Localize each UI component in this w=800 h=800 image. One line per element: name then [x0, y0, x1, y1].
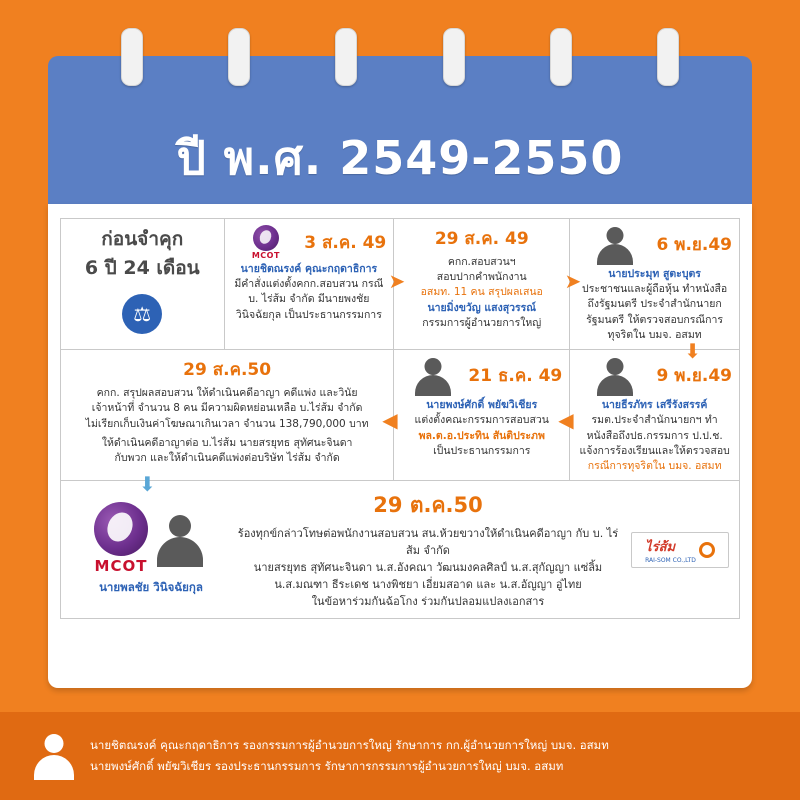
date-label: 29 ส.ค.50	[183, 360, 272, 381]
cell-line-2: สอบปากคำพนักงาน	[436, 271, 527, 284]
cell-line-2: นายสรยุทธ สุทัศนะจินดา น.ส.อังคณา วัฒนมงคลศิลป์ น.ส.สุกัญญา แซ่ลิ้ม	[253, 561, 603, 575]
cell-line-5: กรรมการผู้อำนวยการใหญ่	[422, 316, 542, 329]
cell-2007-10-29	[61, 481, 740, 619]
mcot-label: MCOT	[94, 557, 148, 576]
cell-line-3: อสมท. 11 คน สรุปผลเสนอ	[420, 286, 543, 299]
cell-line-1: แต่งตั้งคณะกรรมการสอบสวน	[414, 414, 549, 427]
calendar-sheet	[48, 204, 752, 688]
cell-line-2: พล.ต.อ.ประทิน สันติประภพ	[418, 429, 545, 442]
ring	[657, 28, 679, 86]
mcot-logo-icon	[94, 502, 148, 556]
arrow-right-icon: ➤	[564, 269, 582, 293]
jail-line-1: ก่อนจำคุก	[101, 228, 184, 250]
cell-2006-12-21	[382, 350, 570, 481]
date-label: 6 พ.ย.49	[656, 235, 732, 255]
mcot-logo-icon: MCOT	[243, 225, 289, 260]
person-name: นายประมุท สูตะบุตร	[608, 268, 701, 280]
cell-2006-11-09	[558, 350, 740, 481]
cell-line-5: กับพวก และให้ดำเนินคดีแพ่งต่อบริษัท ไร่ส้ม จำกัด	[114, 451, 340, 464]
raisom-logo-icon	[631, 532, 729, 568]
cell-line-2: เจ้าหน้าที่ จำนวน 8 คน มีความผิดหย่อนเหลือ บ.ไร่ส้ม จำกัด	[91, 402, 363, 415]
date-label: 29 ส.ค. 49	[434, 229, 529, 249]
arrow-down-icon: ⬇	[684, 339, 701, 364]
cell-body: มีคำสั่งแต่งตั้งคกก.สอบสวน กรณีบ. ไร่ส้ม จำกัด มีนายพงชัย วินิจฉัยกุล เป็นประธานกรรมการ	[234, 278, 384, 321]
footer-line-1: นายชิตณรงค์ คุณะกฤดาธิการ รองกรรมการผู้อำนวยการใหญ่ รักษาการ กก.ผู้อำนวยการใหญ่ บมจ. อสมท	[90, 738, 609, 753]
footer-line-2: นายพงษ์ศักดิ์ พยัฆวิเชียร รองประธานกรรมการ รักษาการกรรมการผู้อำนวยการใหญ่ บมจ. อสมท	[90, 759, 564, 773]
date-label: 9 พ.ย.49	[656, 366, 732, 387]
cell-line-3: เป็นประธานกรรมการ	[433, 444, 531, 457]
calendar-rings	[48, 28, 752, 84]
arrow-right-icon: ➤	[388, 269, 406, 293]
cell-highlight: กรณีการทุจริตใน บมจ. อสมท	[587, 459, 722, 472]
cell-line-1: คกก.สอบสวนฯ	[447, 256, 516, 268]
cell-2006-08-29	[394, 219, 582, 350]
bottom-left-logos	[71, 502, 231, 597]
ring	[121, 28, 143, 86]
cell-2006-08-03	[224, 219, 406, 350]
cell-line-3: ไม่เรียกเก็บเงินค่าโฆษณาเกินเวลา จำนวน 138,790,000 บาท	[85, 417, 369, 430]
ring	[443, 28, 465, 86]
date-label: 3 ส.ค. 49	[304, 232, 387, 253]
raisom-sub: RAI-SOM CO.,LTD	[645, 556, 696, 564]
cell-body: รมต.ประจำสำนักนายกฯ ทำหนังสือถึงปธ.กรรมการ ป.ป.ช. แจ้งการร้องเรียนและให้ตรวจสอบ	[579, 414, 730, 457]
table-row	[61, 219, 740, 350]
person-name: นายพงษ์ศักดิ์ พยัฆวิเชียร	[426, 399, 538, 412]
cell-body: ประชาชนและผู้ถือหุ้น ทำหนังสือถึงรัฐมนตรี ประจำสำนักนายกรัฐมนตรี ให้ตรวจสอบกรณีการทุจริตใน บมจ. อสมท	[582, 283, 728, 341]
arrow-left-icon: ◀	[558, 408, 574, 433]
avatar-icon	[30, 734, 78, 778]
cell-before-jail	[61, 219, 225, 350]
avatar-icon	[592, 225, 638, 265]
date-label: 29 ต.ค.50	[373, 493, 483, 518]
footer-bar	[0, 712, 800, 800]
cell-line-4: นายมิ่งขวัญ แสงสุวรรณ์	[427, 301, 537, 314]
gavel-icon: ⚖	[122, 294, 162, 334]
source-credit: ที่มา: สำนักข่าวอิศรา www.isranews.org รวบรวม	[277, 671, 523, 684]
cell-line-4: ในข้อหาร่วมกันฉ้อโกง ร่วมกันปลอมแปลงเอกสาร	[311, 595, 545, 609]
raisom-brand: ไร่ส้ม	[645, 539, 676, 555]
ring	[550, 28, 572, 86]
person-name: นายธีรภัทร เสรีรังสรรค์	[601, 399, 708, 412]
avatar-icon	[152, 513, 208, 565]
table-row	[61, 481, 740, 619]
avatar-icon	[592, 356, 638, 396]
arrow-down-icon: ⬇	[139, 472, 156, 497]
arrow-left-icon: ◀	[382, 408, 398, 433]
cell-line-3: น.ส.มณฑา ธีระเดช นางพิชยา เอี่ยมสอาด และ น.ส.อัญญา อู่ไทย	[274, 578, 582, 592]
person-name: นายพลชัย วินิจฉัยกุล	[99, 580, 203, 595]
page-title: ปี พ.ศ. 2549-2550	[176, 131, 624, 185]
cell-2007-08-29	[61, 350, 394, 497]
cell-line-1: คกก. สรุปผลสอบสวน ให้ดำเนินคดีอาญา คดีแพ่ง และวินัย	[96, 387, 358, 400]
person-name: นายชิตณรงค์ คุณะกฤดาธิการ	[240, 263, 378, 275]
date-label: 21 ธ.ค. 49	[468, 366, 563, 387]
avatar-icon	[410, 356, 456, 396]
timeline-grid	[60, 218, 740, 619]
table-row	[61, 350, 740, 481]
ring	[335, 28, 357, 86]
jail-line-2: 6 ปี 24 เดือน	[84, 256, 200, 279]
cell-line-4: ให้ดำเนินคดีอาญาต่อ บ.ไร่ส้ม นายสรยุทธ สุทัศนะจินดา	[101, 436, 353, 449]
calendar-graphic	[48, 28, 752, 688]
cell-line-1: ร้องทุกข์กล่าวโทษต่อพนักงานสอบสวน สน.ห้วยขวางให้ดำเนินคดีอาญา กับ บ. ไร่ส้ม จำกัด	[237, 527, 619, 558]
cell-2006-11-06	[570, 219, 740, 364]
ring	[228, 28, 250, 86]
